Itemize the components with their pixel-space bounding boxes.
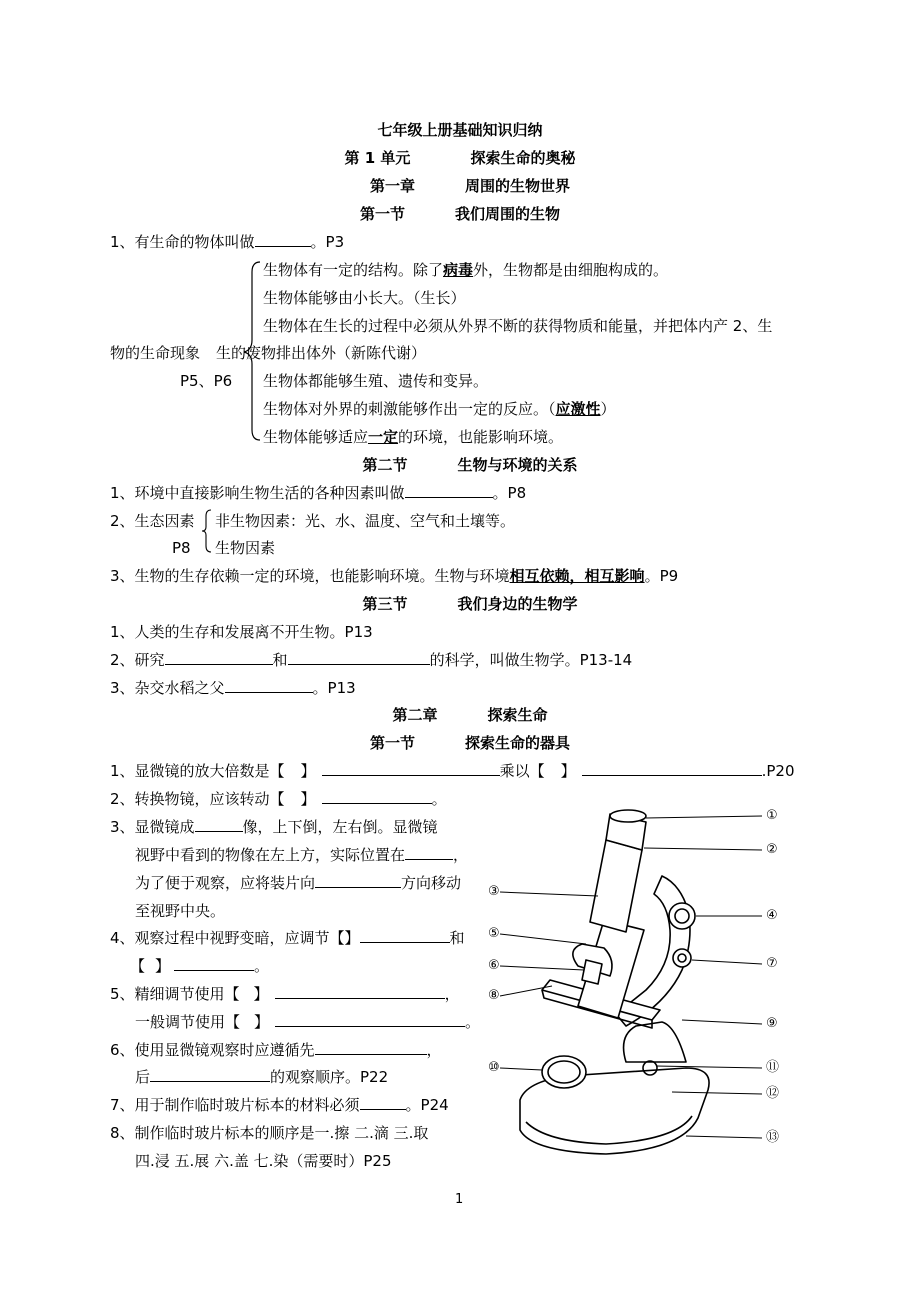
s4-q4: [110, 928, 465, 948]
trait-6-emph: 应激性: [555, 400, 601, 418]
s4-q5-b: 】: [253, 985, 269, 1003]
s4-q1: [110, 761, 795, 781]
trait-3: 生物体在生长的过程中必须从外界不断的获得物质和能量，并把体内产 2、生: [263, 317, 773, 335]
chapter2-num: 第二章: [392, 706, 438, 724]
s1-q1: [110, 232, 344, 252]
s4-q3-e: 为了便于观察，应将装片向: [135, 874, 316, 892]
s4-q3-c: 视野中看到的物像在左上方，实际位置在: [135, 846, 406, 864]
s2-factor-1: 非生物因素：光、水、温度、空气和土壤等。: [215, 512, 516, 530]
answer-blank[interactable]: [288, 650, 430, 665]
coarse-knob: [669, 903, 695, 929]
section2-num: 第二节: [362, 456, 408, 474]
s4-q3-line3: [135, 873, 461, 893]
s1-q1-page: 。P3: [310, 233, 345, 251]
s4-q3-f: 方向移动: [401, 874, 462, 892]
s4-q2: [110, 789, 447, 809]
page-number: 1: [455, 1192, 464, 1207]
answer-blank[interactable]: [322, 789, 432, 804]
s4-q7-a: 7、用于制作临时玻片标本的材料必须: [110, 1096, 360, 1114]
s4-q3-a: 3、显微镜成: [110, 818, 195, 836]
s3-q2-b: 和: [272, 651, 288, 669]
trait-7-emph: 一定: [368, 428, 399, 446]
s2-factor-2: 生物因素: [215, 539, 276, 557]
section4-heading: [10, 733, 920, 753]
s4-q6-a: 6、使用显微镜观察时应遵循先: [110, 1041, 315, 1059]
answer-blank[interactable]: [174, 956, 254, 971]
trait-1-b: 外，生物都是由细胞构成的。: [473, 261, 669, 279]
section3-heading: [10, 594, 920, 614]
s4-q6-d: 的观察顺序。P22: [270, 1068, 389, 1086]
s3-q2-c: 的科学，叫做生物学。P13-14: [429, 651, 633, 669]
trait-7-a: 生物体能够适应: [263, 428, 369, 446]
answer-blank[interactable]: [315, 1040, 427, 1055]
section4-name: 探索生命的器具: [465, 734, 571, 752]
s3-q1: 1、人类的生存和发展离不开生物。P13: [110, 623, 373, 641]
microscope-label-5: ⑤: [488, 926, 500, 941]
s4-q6-line2: [135, 1067, 388, 1087]
factor-brace: [199, 508, 213, 554]
trait-5: 生物体都能够生殖、遗传和变异。: [263, 372, 489, 390]
document-title: 七年级上册基础知识归纳: [377, 121, 543, 139]
s4-q5-d: 一般调节使用【: [135, 1013, 241, 1031]
trait-4: 废物排出体外（新陈代谢）: [246, 344, 427, 362]
s4-q7-b: 。P24: [405, 1096, 449, 1114]
section3-num: 第三节: [362, 595, 408, 613]
s4-q2-c: 。: [431, 790, 447, 808]
section4-num: 第一节: [369, 734, 415, 752]
s4-q1-e: .P20: [761, 762, 795, 780]
answer-blank[interactable]: [150, 1067, 270, 1082]
answer-blank[interactable]: [582, 761, 762, 776]
s4-q5-e: 】: [254, 1013, 270, 1031]
answer-blank[interactable]: [275, 984, 445, 999]
s3-q2: [110, 650, 632, 670]
s2-q3-b: 。P9: [644, 567, 679, 585]
s4-q1-b: 】: [300, 762, 316, 780]
trait-2: 生物体能够由小长大。（生长）: [263, 289, 466, 307]
life-label: [110, 343, 426, 363]
s4-q8-line2: 四.浸 五.展 六.盖 七.染（需要时）P25: [135, 1152, 392, 1170]
s2-q2: 2、生态因素: [110, 512, 195, 530]
microscope-label-4: ④: [766, 908, 778, 923]
s2-q3-a: 3、生物的生存依赖一定的环境，也能影响环境。生物与环境: [110, 567, 510, 585]
s3-q3-a: 3、杂交水稻之父: [110, 679, 225, 697]
section3-name: 我们身边的生物学: [457, 595, 578, 613]
unit-name: 探索生命的奥秘: [470, 149, 576, 167]
unit-heading: [0, 148, 920, 168]
s4-q4-line2: [130, 956, 269, 976]
s4-q5-line2: [135, 1012, 480, 1032]
microscope-label-8: ⑧: [488, 988, 500, 1003]
s4-q2-a: 2、转换物镜，应该转动【: [110, 790, 285, 808]
answer-blank[interactable]: [405, 845, 453, 860]
s3-q3: [110, 678, 356, 698]
section2-name: 生物与环境的关系: [457, 456, 578, 474]
s4-q3-b: 像，上下倒，左右倒。显微镜: [242, 818, 438, 836]
trait-7-b: 的环境，也能影响环境。: [398, 428, 564, 446]
trait-1: [263, 260, 668, 280]
s4-q4-a: 4、观察过程中视野变暗，应调节【】: [110, 929, 360, 947]
s1-q1-text: 1、有生命的物体叫做: [110, 233, 255, 251]
s4-q1-c: 乘以【: [499, 762, 545, 780]
s4-q6-c: 后: [135, 1068, 151, 1086]
life-label-b: 生的: [216, 344, 247, 362]
section2-heading: [10, 455, 920, 475]
answer-blank[interactable]: [225, 678, 313, 693]
s2-q1-page: 。P8: [492, 484, 527, 502]
s4-q2-b: 】: [300, 790, 316, 808]
microscope-label-3: ③: [488, 884, 500, 899]
answer-blank[interactable]: [405, 483, 493, 498]
life-pages: P5、P6: [180, 372, 233, 390]
microscope-label-10: ⑩: [488, 1060, 500, 1075]
microscope-label-6: ⑥: [488, 958, 500, 973]
chapter1-name: 周围的生物世界: [465, 177, 571, 195]
answer-blank[interactable]: [315, 873, 401, 888]
s4-q6-b: ，: [426, 1041, 442, 1059]
s2-q3: [110, 566, 678, 586]
s4-q3-line2: [135, 845, 468, 865]
s4-q8: 8、制作临时玻片标本的顺序是一.擦 二.滴 三.取: [110, 1124, 429, 1142]
answer-blank[interactable]: [360, 1095, 406, 1110]
section1-name: 我们周围的生物: [455, 205, 561, 223]
chapter1-heading: [10, 176, 920, 196]
microscope-label-7: ⑦: [766, 956, 778, 971]
s4-q1-a: 1、显微镜的放大倍数是【: [110, 762, 285, 780]
trait-6-a: 生物体对外界的刺激能够作出一定的反应。（: [263, 400, 556, 418]
s4-q5-c: ，: [444, 985, 460, 1003]
s4-q4-e: 。: [254, 957, 270, 975]
s2-q3-emph: 相互依赖，相互影响: [509, 567, 645, 585]
s2-q2-page: P8: [172, 539, 191, 557]
life-label-a: 物的生命现象: [110, 344, 201, 362]
chapter2-heading: [10, 705, 920, 725]
microscope-label-1: ①: [766, 808, 778, 823]
trait-7: [263, 427, 563, 447]
section1-num: 第一节: [359, 205, 405, 223]
s4-q5-f: 。: [465, 1013, 481, 1031]
s4-q7: [110, 1095, 449, 1115]
s3-q2-a: 2、研究: [110, 651, 165, 669]
chapter2-name: 探索生命: [487, 706, 548, 724]
trait-1-emph: 病毒: [443, 261, 474, 279]
fine-knob: [673, 949, 691, 967]
microscope-label-13: ⑬: [766, 1130, 780, 1145]
s4-q5-a: 5、精细调节使用【: [110, 985, 240, 1003]
s4-q5: [110, 984, 460, 1004]
s2-q1-text: 1、环境中直接影响生物生活的各种因素叫做: [110, 484, 405, 502]
microscope-label-9: ⑨: [766, 1016, 778, 1031]
s4-q4-b: 和: [449, 929, 465, 947]
trait-6-b: ）: [600, 400, 616, 418]
answer-blank[interactable]: [195, 817, 243, 832]
s4-q3-line4: 至视野中央。: [135, 902, 226, 920]
answer-blank[interactable]: [275, 1012, 465, 1027]
microscope-diagram: [486, 800, 786, 1160]
s4-q6: [110, 1040, 442, 1060]
answer-blank[interactable]: [255, 232, 311, 247]
unit-num: 第 1 单元: [344, 149, 411, 167]
answer-blank[interactable]: [360, 928, 450, 943]
answer-blank[interactable]: [322, 761, 500, 776]
section1-heading: [0, 204, 920, 224]
chapter1-num: 第一章: [369, 177, 415, 195]
s2-q1: [110, 483, 526, 503]
trait-1-a: 生物体有一定的结构。除了: [263, 261, 444, 279]
answer-blank[interactable]: [165, 650, 273, 665]
trait-6: [263, 399, 616, 419]
s4-q4-c: 【: [130, 957, 146, 975]
s3-q3-b: 。P13: [312, 679, 356, 697]
s4-q1-d: 】: [560, 762, 576, 780]
microscope-label-11: ⑪: [766, 1060, 780, 1075]
s4-q3-d: ，: [453, 846, 469, 864]
microscope-label-12: ⑫: [766, 1086, 780, 1101]
s4-q3: [110, 817, 438, 837]
s4-q4-d: 】: [155, 957, 171, 975]
microscope-label-2: ②: [766, 842, 778, 857]
pillar-shape: [624, 1022, 686, 1062]
